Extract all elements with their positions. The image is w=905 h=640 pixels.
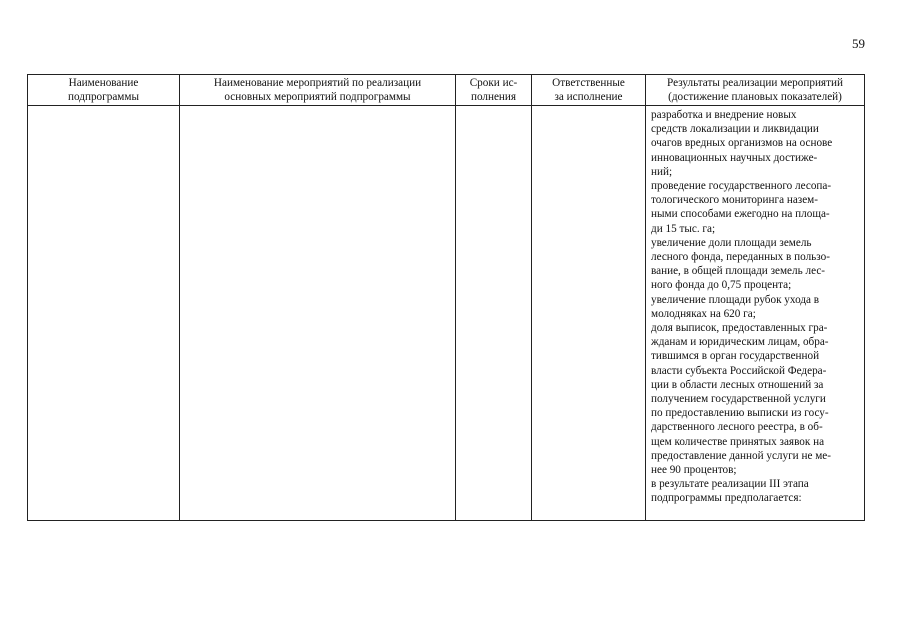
results-line: разработка и внедрение новых bbox=[651, 109, 797, 121]
cell-responsible bbox=[532, 106, 646, 521]
results-line: ди 15 тыс. га; bbox=[651, 222, 716, 235]
results-line: дарственного лесного реестра, в об- bbox=[651, 421, 823, 434]
header-results: Результаты реализации мероприятий (достижение плановых показателей) bbox=[646, 75, 865, 106]
results-line: молодняках на 620 га; bbox=[651, 307, 756, 320]
results-line: средств локализации и ликвидации bbox=[651, 123, 819, 136]
table-row bbox=[28, 106, 865, 521]
results-line: тологического мониторинга назем- bbox=[651, 194, 818, 207]
header-deadlines: Сроки ис- полнения bbox=[456, 75, 532, 106]
results-line: доля выписок, предоставленных гра- bbox=[651, 322, 828, 335]
table-header-row bbox=[28, 75, 865, 106]
program-table bbox=[27, 74, 865, 521]
page-number: 59 bbox=[852, 36, 865, 51]
cell-deadlines bbox=[456, 106, 532, 521]
results-line: увеличение площади рубок ухода в bbox=[651, 293, 820, 306]
results-line: ного фонда до 0,75 процента; bbox=[651, 279, 792, 292]
results-line: власти субъекта Российской Федера- bbox=[651, 364, 827, 377]
results-line: ции в области лесных отношений за bbox=[651, 378, 824, 391]
results-line: нее 90 процентов; bbox=[651, 464, 737, 477]
results-line: проведение государственного лесопа- bbox=[651, 180, 832, 193]
results-line: щем количестве принятых заявок на bbox=[651, 435, 825, 448]
results-line: по предоставлению выписки из госу- bbox=[651, 407, 829, 420]
header-measures-name: Наименование мероприятий по реализации основных мероприятий подпрограммы bbox=[180, 75, 456, 106]
cell-results bbox=[646, 106, 865, 521]
results-line: предоставление данной услуги не ме- bbox=[651, 449, 831, 462]
results-line: тившимся в орган государственной bbox=[651, 350, 820, 363]
results-line: очагов вредных организмов на основе bbox=[651, 137, 833, 150]
results-line: жданам и юридическим лицам, обра- bbox=[651, 336, 829, 349]
results-line: вание, в общей площади земель лес- bbox=[651, 265, 826, 278]
results-text bbox=[651, 108, 860, 506]
cell-measures-name bbox=[180, 106, 456, 521]
results-line: в результате реализации III этапа bbox=[651, 478, 809, 491]
header-responsible: Ответственные за исполнение bbox=[532, 75, 646, 106]
cell-subprogram-name bbox=[28, 106, 180, 521]
results-line: ний; bbox=[651, 165, 673, 178]
header-subprogram-name: Наименование подпрограммы bbox=[28, 75, 180, 106]
results-line: увеличение доли площади земель bbox=[651, 236, 812, 249]
results-line: получением государственной услуги bbox=[651, 393, 826, 406]
results-line: ными способами ежегодно на площа- bbox=[651, 208, 830, 221]
results-line: инновационных научных достиже- bbox=[651, 151, 818, 164]
results-line: подпрограммы предполагается: bbox=[651, 492, 802, 505]
results-line: лесного фонда, переданных в пользо- bbox=[651, 251, 830, 264]
